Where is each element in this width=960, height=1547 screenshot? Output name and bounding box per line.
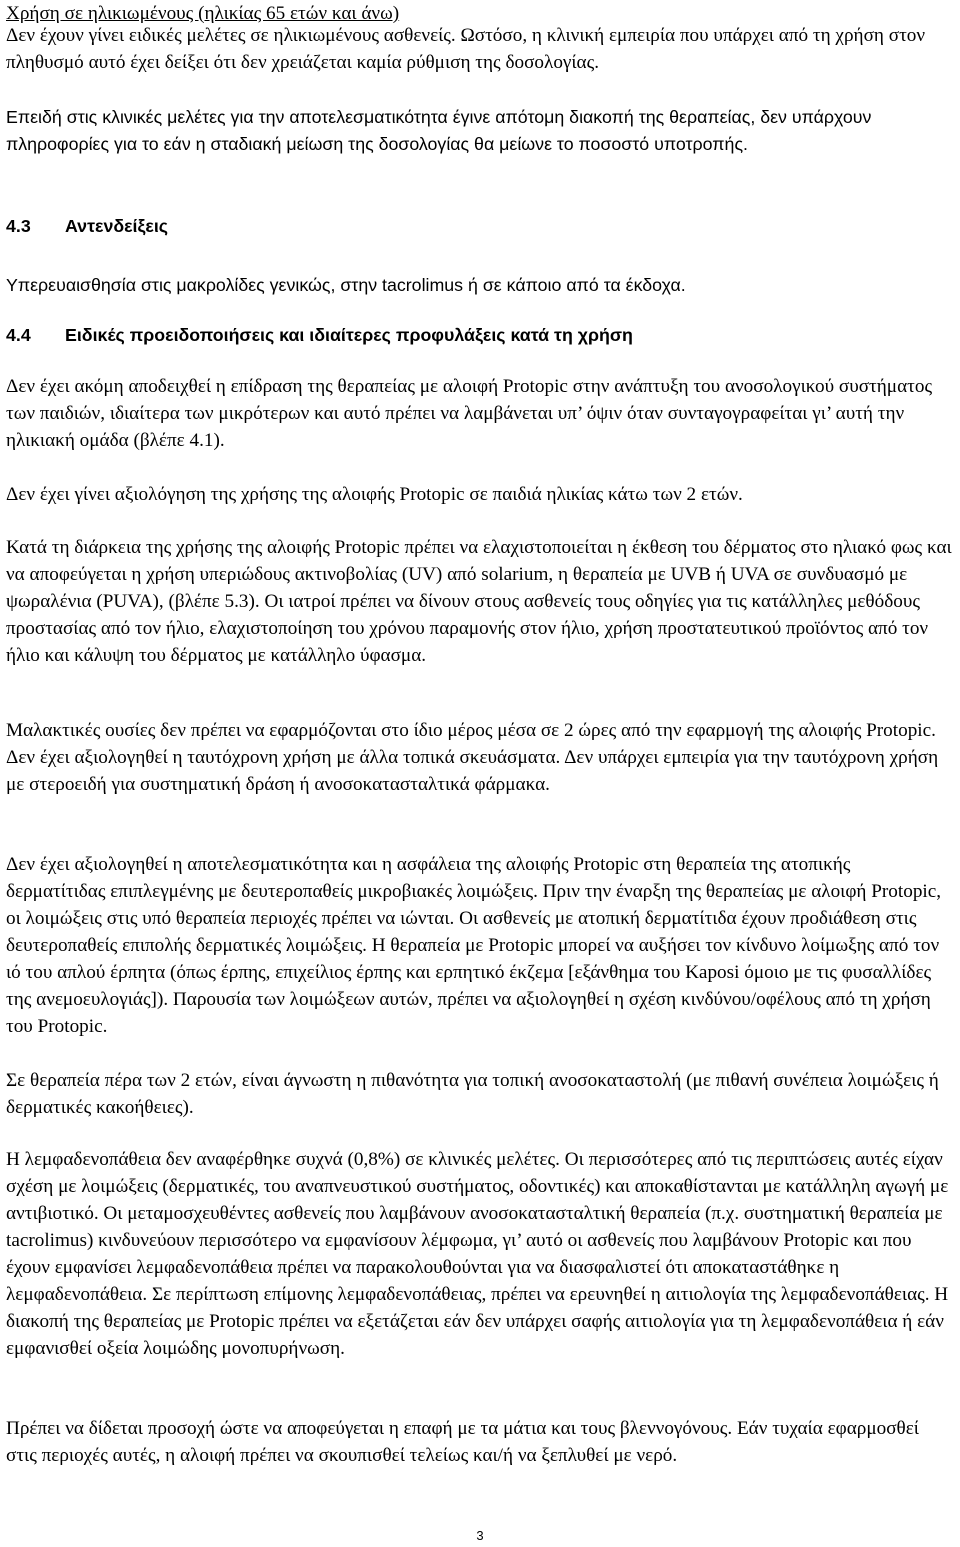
section-4-3-heading [6, 213, 168, 239]
paragraph-local-immunosuppression: Σε θεραπεία πέρα των 2 ετών, είναι άγνωστη η πιθανότητα για τοπική ανοσοκαταστολή (με πιθανή συνέπεια λοιμώξεις ή δερματικές κακοήθειες). [6, 1070, 939, 1118]
paragraph-eye-contact: Πρέπει να δίδεται προσοχή ώστε να αποφεύγεται η επαφή με τα μάτια και τους βλεννογόνους. Εάν τυχαία εφαρμοσθεί στις περιοχές αυτές, η αλοιφή πρέπει να σκουπισθεί τελείως και/ή να ξεπλυθεί με νερό. [6, 1418, 919, 1466]
paragraph-sun-exposure: Κατά τη διάρκεια της χρήσης της αλοιφής Protopic πρέπει να ελαχιστοποιείται η έκθεση του δέρματος στο ηλιακό φως και να αποφεύγεται η χρήση υπεριώδους ακτινοβολίας (UV) από solarium, η θεραπεία με UVB ή UVA σε συνδυασμό με ψωραλένια (PUVA), (βλέπε 5.3). Οι ιατροί πρέπει να δίνουν στους ασθενείς τους οδηγίες για τις κατάλληλες μεθόδους προστασίας από τον ήλιο, ελαχιστοποίηση του χρόνου παραμονής στον ήλιο, χρήση προστατευτικού προϊόντος από τον ήλιο και κάλυψη του δέρματος με κατάλληλο ύφασμα. [6, 537, 952, 666]
page-number: 3 [476, 1528, 484, 1543]
paragraph-infections: Δεν έχει αξιολογηθεί η αποτελεσματικότητα και η ασφάλεια της αλοιφής Protopic στη θεραπεία της ατοπικής δερματίτιδας επιπλεγμένης με δευτεροπαθείς μικροβιακές λοιμώξεις. Πριν την έναρξη της θεραπείας με αλοιφή Protopic, οι λοιμώξεις στις υπό θεραπεία περιοχές πρέπει να ιώνται. Οι ασθενείς με ατοπική δερματίτιδα έχουν προδιάθεση στις δευτεροπαθείς επιπολής δερματικές λοιμώξεις. Η θεραπεία με Protopic μπορεί να αυξήσει τον κίνδυνο λοίμωξης από τον ιό του απλού έρπητα (όπως έρπης, επιχείλιος έρπης και ερπητικό έκζεμα [εξάνθημα του Kaposi όμοιο με τις φυσαλλίδες της ανεμοευλογιάς]). Παρουσία των λοιμώξεων αυτών, πρέπει να αξιολογηθεί η σχέση κινδύνου/οφέλους από τη χρήση του Protopic. [6, 854, 942, 1037]
section-title: Αντενδείξεις [65, 216, 169, 236]
elderly-title: Χρήση σε ηλικιωμένους (ηλικίας 65 ετών και άνω) [6, 3, 400, 24]
discontinuation-text: Επειδή στις κλινικές μελέτες για την αποτελεσματικότητα έγινε απότομη διακοπή της θεραπείας, δεν υπάρχουν πληροφορίες για το εάν η σταδιακή μείωση της δοσολογίας θα μείωνε το ποσοστό υποτροπής. [6, 107, 872, 154]
paragraph-emollients: Μαλακτικές ουσίες δεν πρέπει να εφαρμόζονται στο ίδιο μέρος μέσα σε 2 ώρες από την εφαρμογή της αλοιφής Protopic. Δεν έχει αξιολογηθεί η ταυτόχρονη χρήση με άλλα τοπικά σκευάσματα. Δεν υπάρχει εμπειρία για την ταυτόχρονη χρήση με στεροειδή για συστηματική δράση ή ανοσοκατασταλτικά φάρμακα. [6, 720, 939, 795]
section-number: 4.4 [6, 325, 31, 345]
section-title: Ειδικές προειδοποιήσεις και ιδιαίτερες προφυλάξεις κατά τη χρήση [65, 325, 633, 345]
section-number: 4.3 [6, 216, 31, 236]
paragraph-lymphadenopathy: Η λεμφαδενοπάθεια δεν αναφέρθηκε συχνά (0,8%) σε κλινικές μελέτες. Οι περισσότερες από τις περιπτώσεις αυτές είχαν σχέση με λοιμώξεις (δερματικές, του αναπνευστικού συστήματος, οδοντικές) και αποκαθίστανται με κατάλληλη αγωγή με αντιβιοτικό. Οι μεταμοσχευθέντες ασθενείς που λαμβάνουν ανοσοκατασταλτική θεραπεία (π.χ. συστηματική θεραπεία με tacrolimus) κινδυνεύουν περισσότερο να εμφανίσουν λέμφωμα, γι’ αυτό οι ασθενείς που λαμβάνουν Protopic και που έχουν εμφανίσει λεμφαδενοπάθεια πρέπει να παρακολουθούνται για να διασφαλιστεί ότι αποκαταστάθηκε η λεμφαδενοπάθεια. Σε περίπτωση επίμονης λεμφαδενοπάθειας, πρέπει να ερευνηθεί η αιτιολογία της λεμφαδενοπάθειας. Η διακοπή της θεραπείας με Protopic πρέπει να εξετάζεται εάν δεν υπάρχει σαφής αιτιολογία για τη λεμφαδενοπάθεια ή εάν εμφανισθεί οξεία λοιμώδης μονοπυρήνωση. [6, 1149, 949, 1359]
paragraph-immune-development: Δεν έχει ακόμη αποδειχθεί η επίδραση της θεραπείας με αλοιφή Protopic στην ανάπτυξη του ανοσολογικού συστήματος των παιδιών, ιδιαίτερα των μικρότερων και αυτό πρέπει να λαμβάνεται υπ’ όψιν όταν συνταγογραφείται γι’ αυτή την ηλικιακή ομάδα (βλέπε 4.1). [6, 376, 933, 451]
contraindications-text: Υπερευαισθησία στις μακρολίδες γενικώς, στην tacrolimus ή σε κάποιο από τα έκδοχα. [6, 275, 686, 295]
elderly-text: Δεν έχουν γίνει ειδικές μελέτες σε ηλικιωμένους ασθενείς. Ωστόσο, η κλινική εμπειρία που υπάρχει από τη χρήση στον πληθυσμό αυτό έχει δείξει ότι δεν χρειάζεται καμία ρύθμιση της δοσολογίας. [6, 25, 926, 73]
section-4-4-heading [6, 322, 633, 348]
paragraph-children-under-2: Δεν έχει γίνει αξιολόγηση της χρήσης της αλοιφής Protopic σε παιδιά ηλικίας κάτω των 2 ετών. [6, 484, 743, 505]
